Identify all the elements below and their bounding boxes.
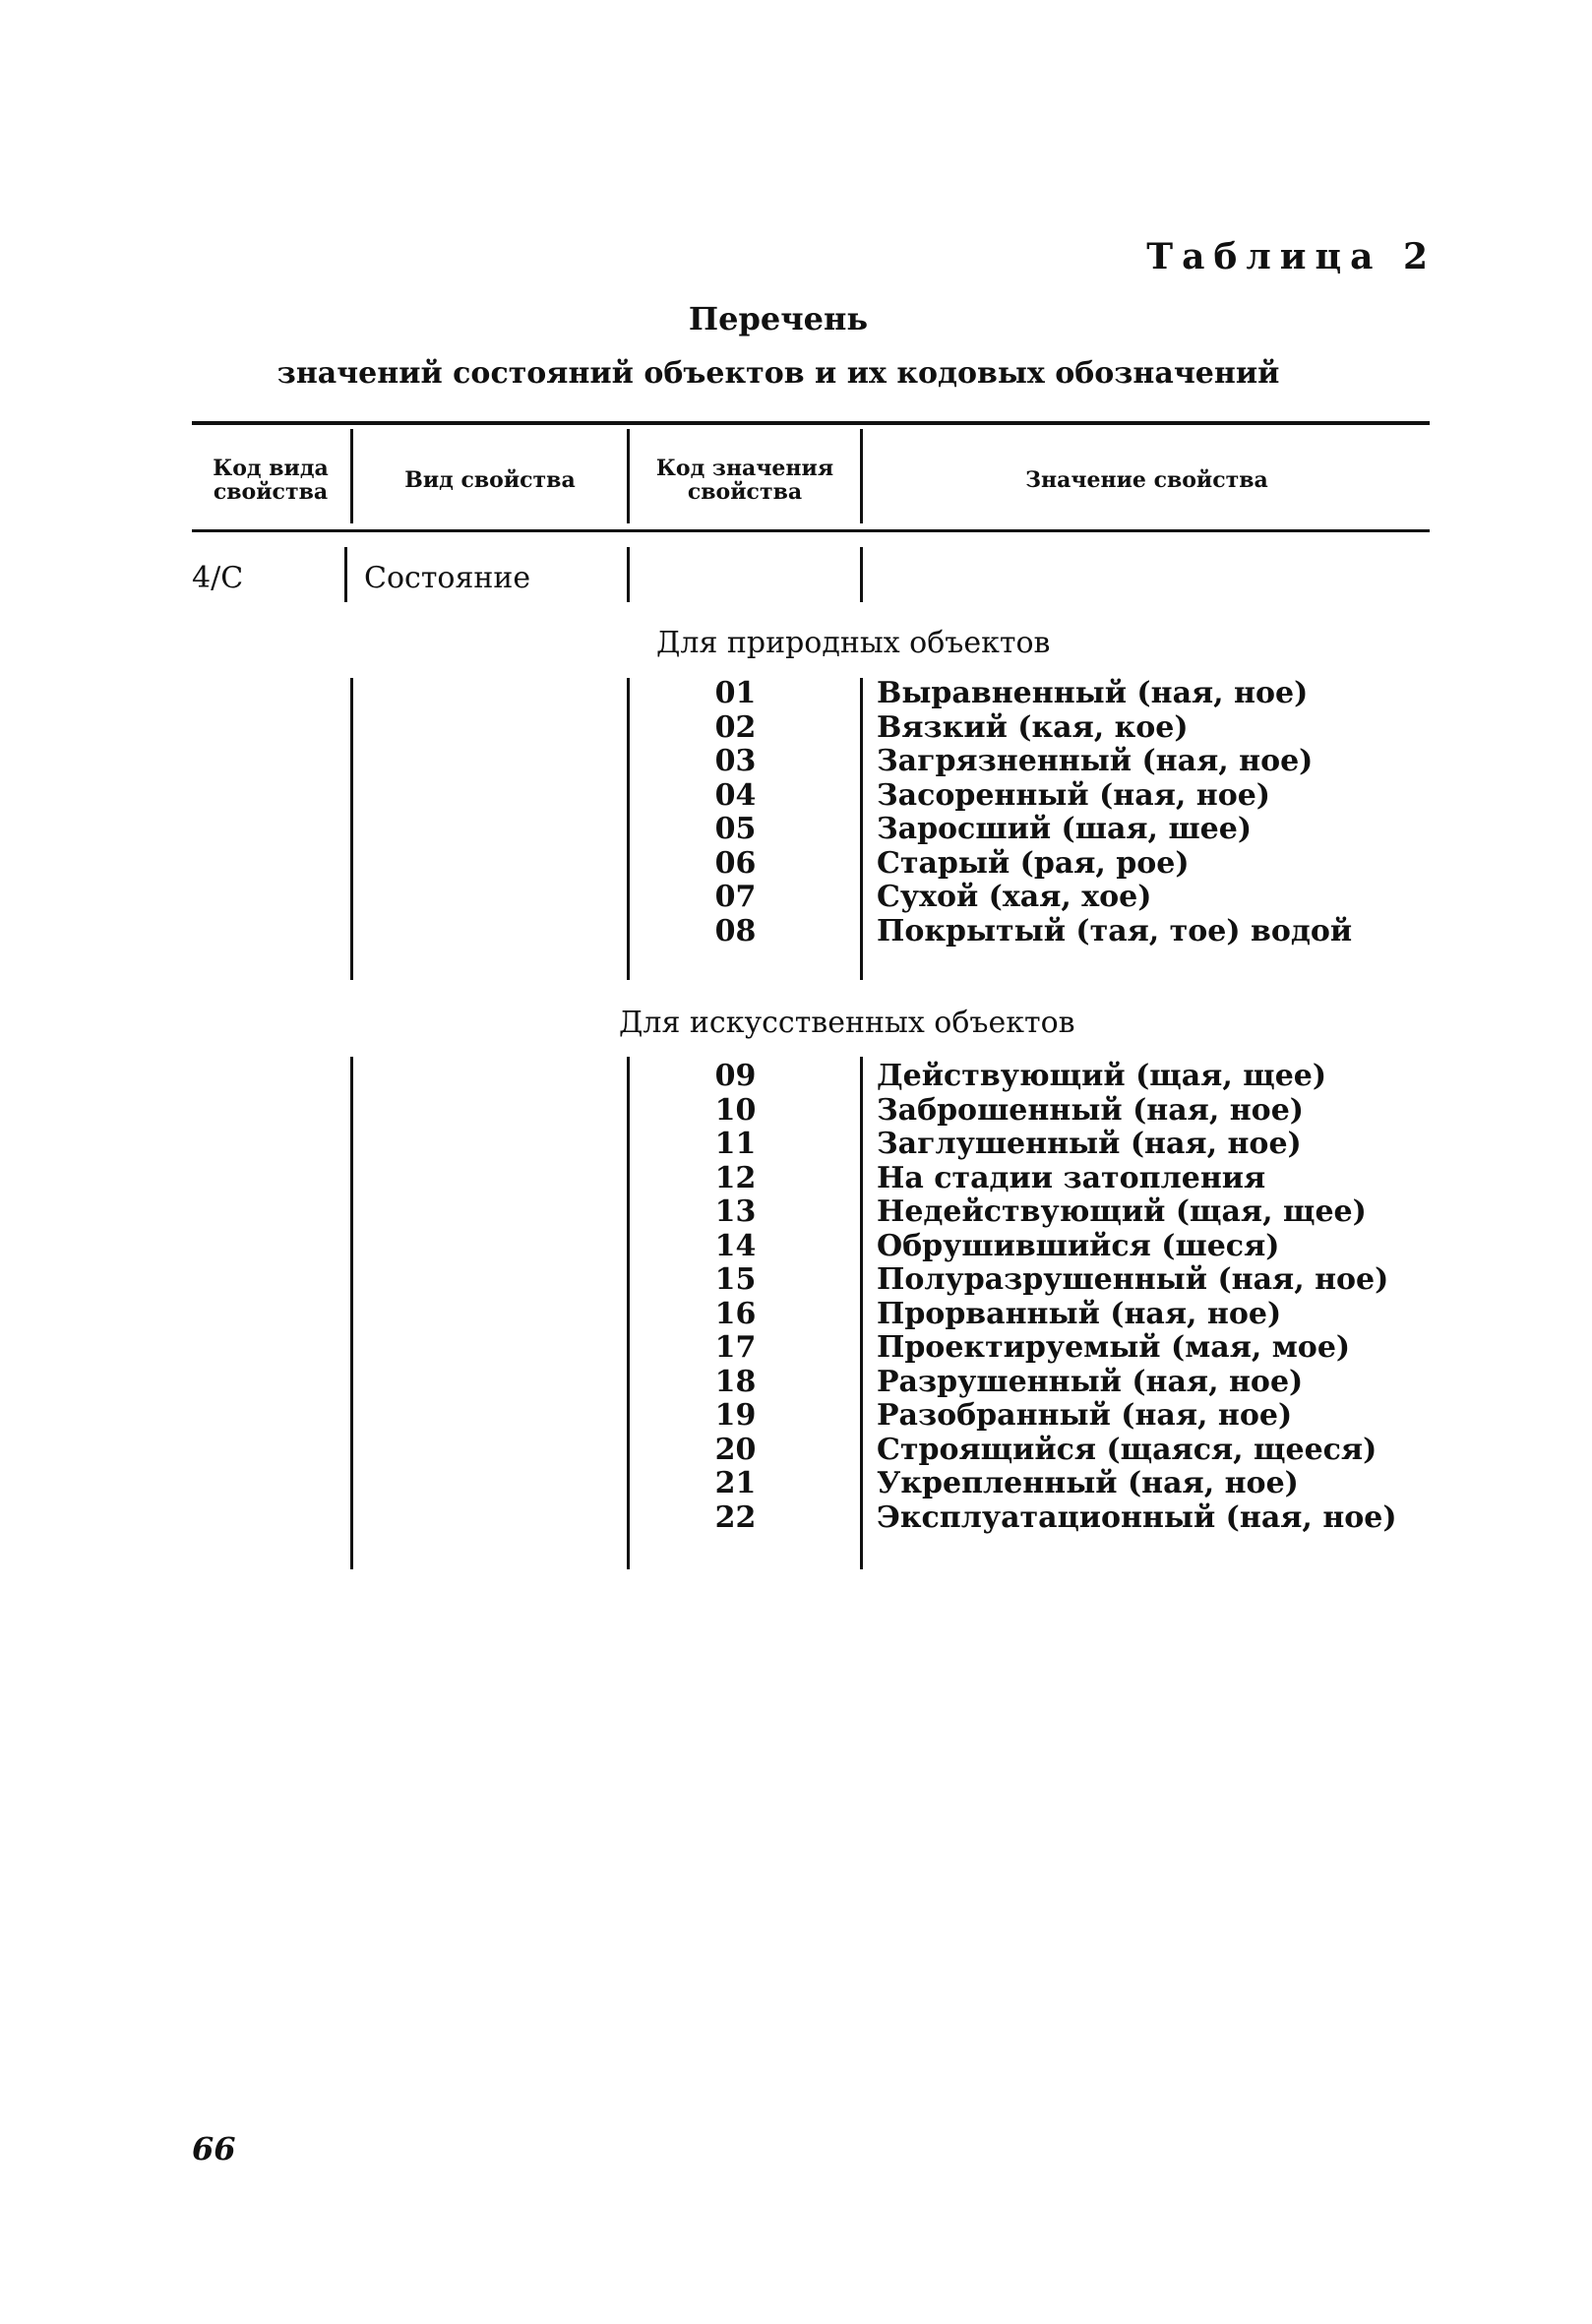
column-divider	[344, 547, 347, 602]
header-property-kind: Вид свойства	[404, 467, 576, 493]
table-row	[0, 1230, 1592, 1263]
table-row	[0, 1060, 1592, 1093]
value-text: Засоренный (ная, ное)	[877, 777, 1270, 813]
property-kind: Состояние	[364, 561, 531, 595]
table-caption-title: Перечень	[688, 300, 869, 337]
value-code: 15	[714, 1262, 757, 1297]
value-code: 18	[714, 1364, 757, 1399]
table-row	[0, 1128, 1592, 1161]
table-row	[0, 813, 1592, 846]
table-row	[0, 745, 1592, 778]
table-row	[0, 1501, 1592, 1535]
value-text: Сухой (хая, хое)	[877, 880, 1152, 914]
value-code: 11	[714, 1127, 757, 1161]
value-code: 09	[714, 1059, 757, 1093]
value-text: Укрепленный (ная, ное)	[877, 1466, 1299, 1500]
value-code: 13	[714, 1194, 757, 1229]
table-row	[0, 1331, 1592, 1365]
table-row	[0, 1298, 1592, 1331]
header-divider	[627, 429, 630, 523]
table-row	[0, 1195, 1592, 1229]
table-row	[0, 1094, 1592, 1128]
table-row	[0, 677, 1592, 710]
page-number: 66	[192, 2130, 236, 2168]
table-caption-subtitle: значений состояний объектов и их кодовых обозначений	[276, 356, 1280, 391]
table-row	[0, 847, 1592, 881]
value-code: 14	[714, 1228, 757, 1263]
value-code: 07	[714, 880, 757, 914]
section-title-artificial: Для искусственных объектов	[619, 1006, 1075, 1040]
header-value: Значение свойства	[1025, 467, 1268, 493]
table-top-rule	[192, 421, 1430, 425]
value-code: 20	[714, 1432, 757, 1467]
table-row	[0, 1263, 1592, 1297]
value-text: Прорванный (ная, ное)	[877, 1296, 1282, 1331]
table-row	[0, 1467, 1592, 1500]
table-row	[0, 881, 1592, 914]
value-code: 16	[714, 1296, 757, 1331]
table-row	[0, 1399, 1592, 1433]
table-row	[0, 1162, 1592, 1195]
table-row	[0, 779, 1592, 813]
value-text: Покрытый (тая, тое) водой	[877, 913, 1353, 948]
value-code: 22	[714, 1499, 757, 1535]
header-bottom-rule	[192, 529, 1430, 532]
table-row	[0, 1434, 1592, 1467]
value-code: 08	[714, 913, 757, 948]
value-text: Заброшенный (ная, ное)	[877, 1092, 1304, 1128]
value-code: 02	[714, 709, 757, 745]
table-row	[0, 1366, 1592, 1399]
section-title-natural: Для природных объектов	[656, 626, 1051, 660]
column-divider	[860, 547, 863, 602]
value-text: Обрушившийся (шеся)	[877, 1228, 1280, 1263]
value-code: 06	[714, 845, 757, 881]
value-text: Проектируемый (мая, мое)	[877, 1330, 1351, 1365]
value-code: 21	[714, 1466, 757, 1500]
value-text: Полуразрушенный (ная, ное)	[877, 1262, 1389, 1297]
value-code: 01	[714, 676, 757, 710]
value-text: Разобранный (ная, ное)	[877, 1398, 1293, 1433]
header-divider	[860, 429, 863, 523]
value-text: Эксплуатационный (ная, ное)	[877, 1499, 1397, 1535]
value-code: 10	[714, 1092, 757, 1128]
value-text: Действующий (щая, щее)	[877, 1059, 1327, 1093]
header-value-code: Код значения свойства	[655, 456, 834, 505]
header-divider	[350, 429, 353, 523]
property-code: 4/С	[192, 561, 244, 595]
value-code: 19	[714, 1398, 757, 1433]
value-code: 03	[714, 744, 757, 778]
value-code: 12	[714, 1160, 757, 1195]
value-code: 05	[714, 812, 757, 846]
value-code: 04	[714, 777, 757, 813]
column-divider	[627, 547, 630, 602]
value-text: Выравненный (ная, ное)	[877, 676, 1309, 710]
value-code: 17	[714, 1330, 757, 1365]
value-text: Недействующий (щая, щее)	[877, 1194, 1367, 1229]
value-text: Заросший (шая, шее)	[877, 812, 1253, 846]
value-text: Старый (рая, рое)	[877, 845, 1190, 881]
table-row	[0, 915, 1592, 948]
value-text: Вязкий (кая, кое)	[877, 709, 1189, 745]
header-property-code: Код вида свойства	[213, 456, 329, 505]
value-text: Разрушенный (ная, ное)	[877, 1364, 1304, 1399]
table-row	[0, 711, 1592, 745]
value-text: Заглушенный (ная, ное)	[877, 1127, 1302, 1161]
table-label: Таблица 2	[1146, 236, 1437, 277]
value-text: На стадии затопления	[877, 1160, 1266, 1195]
value-text: Загрязненный (ная, ное)	[877, 744, 1314, 778]
value-text: Строящийся (щаяся, щееся)	[877, 1432, 1378, 1467]
